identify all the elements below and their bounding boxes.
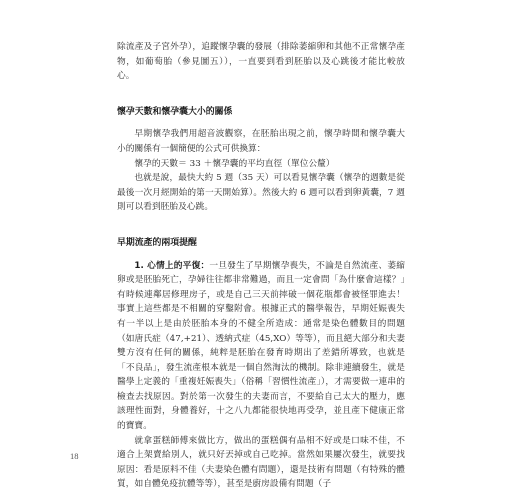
paragraph-text: 除流產及子宮外孕），追蹤懷孕囊的發展（排除萎縮卵和其他不正常懷孕產物，如葡萄胎（參見圖五）），一直要到看到胚胎以及心跳後才能比較放心。 [117, 42, 405, 82]
section-heading: 早期流產的兩項提醒 [117, 237, 197, 248]
body-paragraph [117, 40, 405, 84]
page-body [117, 40, 405, 492]
body-paragraph [117, 157, 405, 172]
heading-gap [117, 119, 405, 127]
heading-gap [117, 251, 405, 259]
body-paragraph [117, 127, 405, 156]
paragraph-text: 懷孕的天數＝ 33 ＋懷孕囊的平均直徑（單位公釐） [134, 158, 335, 169]
paragraph-text: 也就是說，最快大約 5 週（35 天）可以看見懷孕囊（懷孕的週數是從最後一次月經開始的第一天開始算）。然後大約 6 週可以看到卵黃囊，7 週則可以看到胚胎及心跳。 [117, 173, 405, 213]
body-paragraph [117, 259, 405, 434]
body-paragraph [117, 434, 405, 492]
paragraph-text: 就拿蛋糕師傅來做比方，做出的蛋糕偶有品相不好或是口味不佳，不適合上架賣給別人，就只好丟掉或自己吃掉。當然如果屢次發生，就要找原因：看是原料不佳（夫妻染色體有問題），還是技術有問題（有特殊的體質，如自體免疫抗體等等），甚至是廚房設備有問題（子 [117, 435, 405, 490]
section-gap [117, 215, 405, 236]
section-heading: 懷孕天數和懷孕囊大小的關係 [117, 106, 233, 117]
body-paragraph [117, 171, 405, 215]
point-label: 1. 心情上的平復： [134, 260, 210, 271]
paragraph-text: 一旦發生了早期懷孕喪失，不論是自然流產、萎縮卵或是胚胎死亡，孕婦往往都非常難過，而且一定會問「為什麼會這樣？」有時候連鄰居修理房子，或是自己三天前摔破一個花瓶都會被怪罪進去！事實上這些都是不相關的穿鑿附會。根據正式的醫學報告，早期妊娠喪失有一半以上是由於胚胎本身的不健全所造成：通常是染色體數目的問題（如唐氏症（47,+21）、透納式症（45,XO）等等），而且絕大部分和夫妻雙方沒有任何的關係，純粹是胚胎在發育時期出了差錯所導致，也就是「不良品」，發生流產根本就是一個自然淘汰的機制。除非連續發生，就是醫學上定義的「重複妊娠喪失」（俗稱「習慣性流產」），才需要做一連串的檢查去找原因。對於第一次發生的夫妻而言，不要給自己太大的壓力，應該理性面對，身體養好，十之八九都能很快地再受孕，並且產下健康正常的寶寶。 [117, 260, 405, 432]
page-number: 18 [70, 451, 79, 461]
paragraph-text: 早期懷孕我們用超音波觀察，在胚胎出現之前，懷孕時間和懷孕囊大小的關係有一個簡便的公式可供換算： [117, 129, 405, 154]
section-gap [117, 84, 405, 105]
